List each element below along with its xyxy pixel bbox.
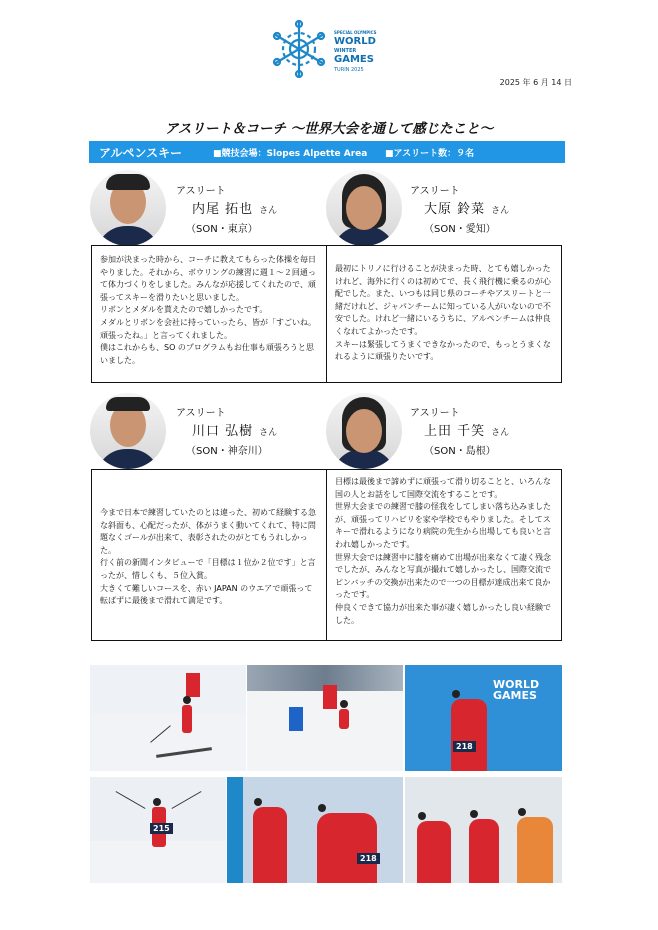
race-bib: 218: [453, 741, 476, 752]
photo-slalom-course: [247, 665, 403, 771]
comment-box-ueda: [326, 469, 562, 641]
page-title: アスリート＆コーチ ～世界大会を通して感じたこと～: [164, 121, 494, 137]
race-bib: 215: [150, 823, 173, 834]
logo-text-winter: WINTER: [334, 48, 357, 54]
athlete-name-uchio: [192, 198, 277, 217]
comment-box-uchio: [91, 245, 327, 383]
honorific: さん: [491, 428, 510, 438]
avatar-uchio: [90, 170, 166, 246]
athlete-name: 大原 鈴菜: [424, 202, 486, 217]
avatar-ohara: [326, 170, 402, 246]
skier-figure: [182, 705, 192, 733]
athlete-name: 内尾 拓也: [192, 202, 254, 217]
logo-text-turin: TURIN 2025: [334, 67, 364, 73]
athlete-role: アスリート: [410, 186, 460, 197]
games-logo: [268, 14, 392, 84]
gate-flag: [186, 673, 200, 697]
logo-text-games: GAMES: [334, 54, 374, 65]
comment-box-ohara: [326, 245, 562, 383]
athlete-name: 川口 弘樹: [192, 424, 254, 439]
photo-skier-gate: [90, 665, 246, 771]
honorific: さん: [259, 428, 278, 438]
venue-label: ■競技会場：Slopes Alpette Area: [213, 149, 368, 159]
athlete-comment: 参加が決まった時から、コーチに教えてもらった体操を毎日やりました。それから、ボウリングの練習に週１～２回通って体力づくりをしました。みんなが応援してくれたので、頑張ってスキーを滑りたいと思いました。 リボンとメダルを貰えたので嬉しかったです。 メダルとリボンを会社に持っていったら、皆が「すごいね。頑張ったね。」と言ってくれました。 僕はこれからも、SO のプログラムもお仕事も頑張ろうと思いました。: [100, 255, 316, 365]
athlete-role: アスリート: [410, 408, 460, 419]
athlete-org: （SON・神奈川）: [186, 446, 268, 457]
photo-hug: [227, 777, 403, 883]
athlete-org: （SON・島根）: [424, 446, 496, 457]
photo-podium: WORLD GAMES 218: [405, 665, 562, 771]
athlete-comment: 最初にトリノに行けることが決まった時、とても嬉しかったけれど、海外に行くのは初めてで、長く飛行機に乗るのが心配でした。また、いつもは同じ県のコーチやアスリートと一緒だけれど、ジャパンチームに知っている人がいないので不安でした。けれど一緒にいるうちに、アルペンチームは仲良くなれてよかったです。 スキーは緊張してうまくできなかったので、もっとうまくなれるように頑張りたいです。: [335, 264, 551, 362]
athlete-comment: 今まで日本で練習していたのとは違った、初めて経験する急な斜面も、心配だったが、体がうまく動いてくれて、特に問題なくゴールが出来て、表彰されたのがとてもうれしかった。 行く前の新聞インタビューで「目標は１位か２位です」と言ったが、惜しくも、５位入賞。 大きくて難しいコースを、赤い JAPAN のウエアで頑張って転ばずに最後まで滑れて満足です。: [100, 508, 316, 606]
athlete-name-ohara: [424, 198, 509, 217]
race-bib: 218: [357, 853, 380, 864]
sport-banner: [89, 141, 565, 163]
athlete-org: （SON・東京）: [186, 224, 258, 235]
comment-box-kawaguchi: [91, 469, 327, 641]
avatar-ueda: [326, 393, 402, 469]
athlete-role: アスリート: [176, 408, 226, 419]
logo-text-world: WORLD: [334, 36, 376, 47]
sport-name: アルペンスキー: [99, 146, 183, 160]
athlete-org: （SON・愛知）: [424, 224, 496, 235]
athlete-comment: 目標は最後まで諦めずに頑張って滑り切ることと、いろんな国の人とお話をして国際交流をすることです。 世界大会までの練習で膝の怪我をしてしまい落ち込みましたが、頑張ってリハビリを家や学校でもやりました。そしてスキーで滑れるようになり病院の先生から出場しても良いと言われ嬉しかったです。 世界大会では練習中に膝を痛めて出場が出来なくて凄く残念でしたが、みんなと写真が撮れて嬉しかったし、国際交流でピンバッチの交換が出来たので一つの目標が達成出来て良かったです。 仲良くできて協力が出来た事が凄く嬉しかったし良い経験でした。: [335, 477, 551, 625]
snowflake-logo-icon: [268, 18, 330, 80]
report-date: 2025 年 6 月 14 日: [499, 78, 572, 87]
photo-group: [405, 777, 562, 883]
logo-text-special-olympics: SPECIAL OLYMPICS: [334, 30, 377, 35]
photo-skier-celebrating: [90, 777, 226, 883]
athlete-name-kawaguchi: [192, 420, 277, 439]
honorific: さん: [259, 206, 278, 216]
athlete-name: 上田 千笑: [424, 424, 486, 439]
athlete-role: アスリート: [176, 186, 226, 197]
avatar-kawaguchi: [90, 393, 166, 469]
athlete-count: ■アスリート数：９名: [385, 149, 475, 159]
honorific: さん: [491, 206, 510, 216]
athlete-name-ueda: [424, 420, 509, 439]
